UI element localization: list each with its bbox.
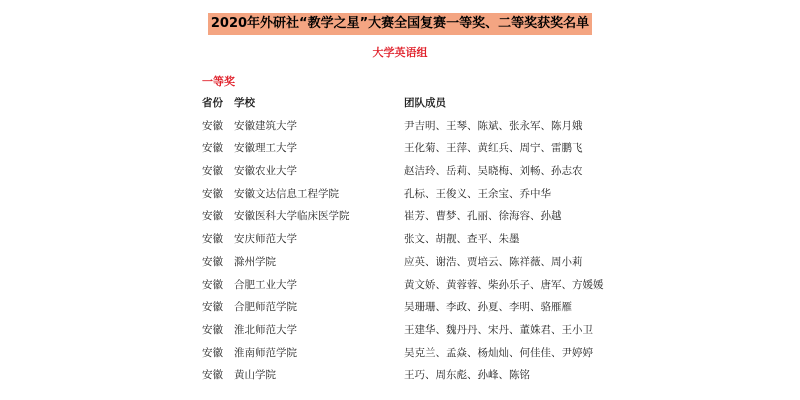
cell-province: 安徽: [202, 278, 223, 291]
cell-team: 尹吉明、王琴、陈斌、张永军、陈月娥: [404, 119, 583, 132]
cell-team: 赵洁玲、岳莉、吴晓梅、刘畅、孙志农: [404, 165, 583, 178]
award-table: [202, 96, 622, 391]
table-row: [202, 346, 622, 369]
cell-province: 安徽: [202, 165, 223, 178]
document-title: 2020年外研社“教学之星”大赛全国复赛一等奖、二等奖获奖名单: [208, 13, 592, 35]
table-header-row: [202, 96, 622, 119]
cell-school: 安徽医科大学临床医学院: [234, 210, 350, 223]
cell-province: 安徽: [202, 142, 223, 155]
group-subtitle: 大学英语组: [372, 46, 428, 59]
cell-team: 王化菊、王萍、黄红兵、周宁、雷鹏飞: [404, 142, 583, 155]
table-row: [202, 164, 622, 187]
cell-team: 应英、谢浩、贾培云、陈祥薇、周小莉: [404, 255, 583, 268]
cell-province: 安徽: [202, 119, 223, 132]
cell-province: 安徽: [202, 187, 223, 200]
table-body: [202, 119, 622, 391]
cell-team: 王建华、魏丹丹、宋丹、董姝君、王小卫: [404, 323, 593, 336]
cell-school: 安徽农业大学: [234, 165, 297, 178]
cell-school: 安徽理工大学: [234, 142, 297, 155]
table-row: [202, 278, 622, 301]
cell-team: 张文、胡靓、查平、朱墨: [404, 233, 520, 246]
header-school: 学校: [234, 97, 255, 109]
table-row: [202, 141, 622, 164]
table-row: [202, 255, 622, 278]
cell-school: 合肥工业大学: [234, 278, 297, 291]
cell-school: 合肥师范学院: [234, 301, 297, 314]
cell-team: 孔标、王俊义、王余宝、乔中华: [404, 187, 551, 200]
cell-team: 吴珊珊、李政、孙夏、李明、骆雁雁: [404, 301, 572, 314]
cell-team: 黄文娇、黄蓉蓉、柴孙乐子、唐军、方媛媛: [404, 278, 604, 291]
cell-school: 安徽建筑大学: [234, 119, 297, 132]
table-row: [202, 187, 622, 210]
cell-school: 安徽文达信息工程学院: [234, 187, 339, 200]
table-row: [202, 368, 622, 391]
cell-school: 淮北师范大学: [234, 323, 297, 336]
cell-school: 滁州学院: [234, 255, 276, 268]
cell-province: 安徽: [202, 323, 223, 336]
cell-school: 黄山学院: [234, 369, 276, 382]
header-province: 省份: [202, 97, 223, 109]
cell-school: 安庆师范大学: [234, 233, 297, 246]
cell-team: 崔芳、曹梦、孔丽、徐海容、孙越: [404, 210, 562, 223]
award-section-title: 一等奖: [202, 75, 235, 88]
cell-province: 安徽: [202, 210, 223, 223]
cell-province: 安徽: [202, 369, 223, 382]
table-row: [202, 209, 622, 232]
cell-province: 安徽: [202, 301, 223, 314]
table-row: [202, 300, 622, 323]
table-row: [202, 232, 622, 255]
header-team: 团队成员: [404, 97, 446, 109]
cell-school: 淮南师范学院: [234, 346, 297, 359]
cell-team: 吴克兰、孟焱、杨灿灿、何佳佳、尹婷婷: [404, 346, 593, 359]
cell-province: 安徽: [202, 233, 223, 246]
title-wrapper: [0, 12, 800, 35]
cell-team: 王巧、周东彪、孙峰、陈铭: [404, 369, 530, 382]
cell-province: 安徽: [202, 255, 223, 268]
table-row: [202, 323, 622, 346]
table-row: [202, 119, 622, 142]
cell-province: 安徽: [202, 346, 223, 359]
